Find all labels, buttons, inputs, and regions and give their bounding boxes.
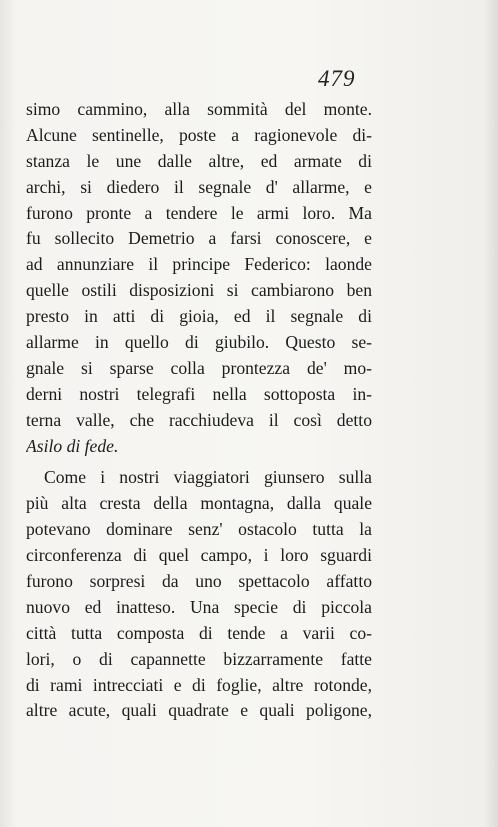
page-body-text bbox=[26, 97, 372, 724]
page-gutter-shadow bbox=[484, 0, 498, 827]
text-line: lori, o di capannette bizzarramente fatte bbox=[26, 648, 372, 669]
text-line: gnale si sparse colla prontezza de' mo- bbox=[26, 357, 372, 378]
text-line: altre acute, quali quadrate e quali poligone, bbox=[26, 700, 372, 721]
text-line: fu sollecito Demetrio a farsi conoscere, e bbox=[26, 228, 372, 249]
text-line: allarme in quello di giubilo. Questo se- bbox=[26, 332, 372, 353]
text-line: terna valle, che racchiudeva il così detto bbox=[26, 409, 372, 430]
text-line: Come i nostri viaggiatori giunsero sulla bbox=[44, 467, 372, 488]
text-line: furono sorpresi da uno spettacolo affatto bbox=[26, 571, 372, 592]
text-line: nuovo ed inatteso. Una specie di piccola bbox=[26, 596, 372, 617]
text-line: derni nostri telegrafi nella sottoposta in- bbox=[26, 383, 372, 404]
text-line: Alcune sentinelle, poste a ragionevole di- bbox=[26, 124, 372, 145]
text-line: più alta cresta della montagna, dalla quale bbox=[26, 493, 372, 514]
text-line: circonferenza di quel campo, i loro sguardi bbox=[26, 545, 372, 566]
text-line: stanza le une dalle altre, ed armate di bbox=[26, 150, 372, 171]
text-line: archi, si diedero il segnale d' allarme, e bbox=[26, 176, 372, 197]
text-line: ad annunziare il principe Federico: laonde bbox=[26, 254, 372, 275]
text-line: simo cammino, alla sommità del monte. bbox=[26, 99, 372, 119]
page-number: 479 bbox=[318, 66, 356, 91]
text-line: presto in atti di gioia, ed il segnale di bbox=[26, 306, 372, 327]
text-line: quelle ostili disposizioni si cambiarono ben bbox=[26, 280, 372, 301]
text-line-italic-title: Asilo di fede. bbox=[26, 435, 119, 456]
text-line: città tutta composta di tende a varii co- bbox=[26, 622, 372, 643]
text-line: potevano dominare senz' ostacolo tutta la bbox=[26, 519, 372, 540]
text-line: di rami intrecciati e di foglie, altre rotonde, bbox=[26, 674, 372, 695]
text-line: furono pronte a tendere le armi loro. Ma bbox=[26, 202, 372, 223]
